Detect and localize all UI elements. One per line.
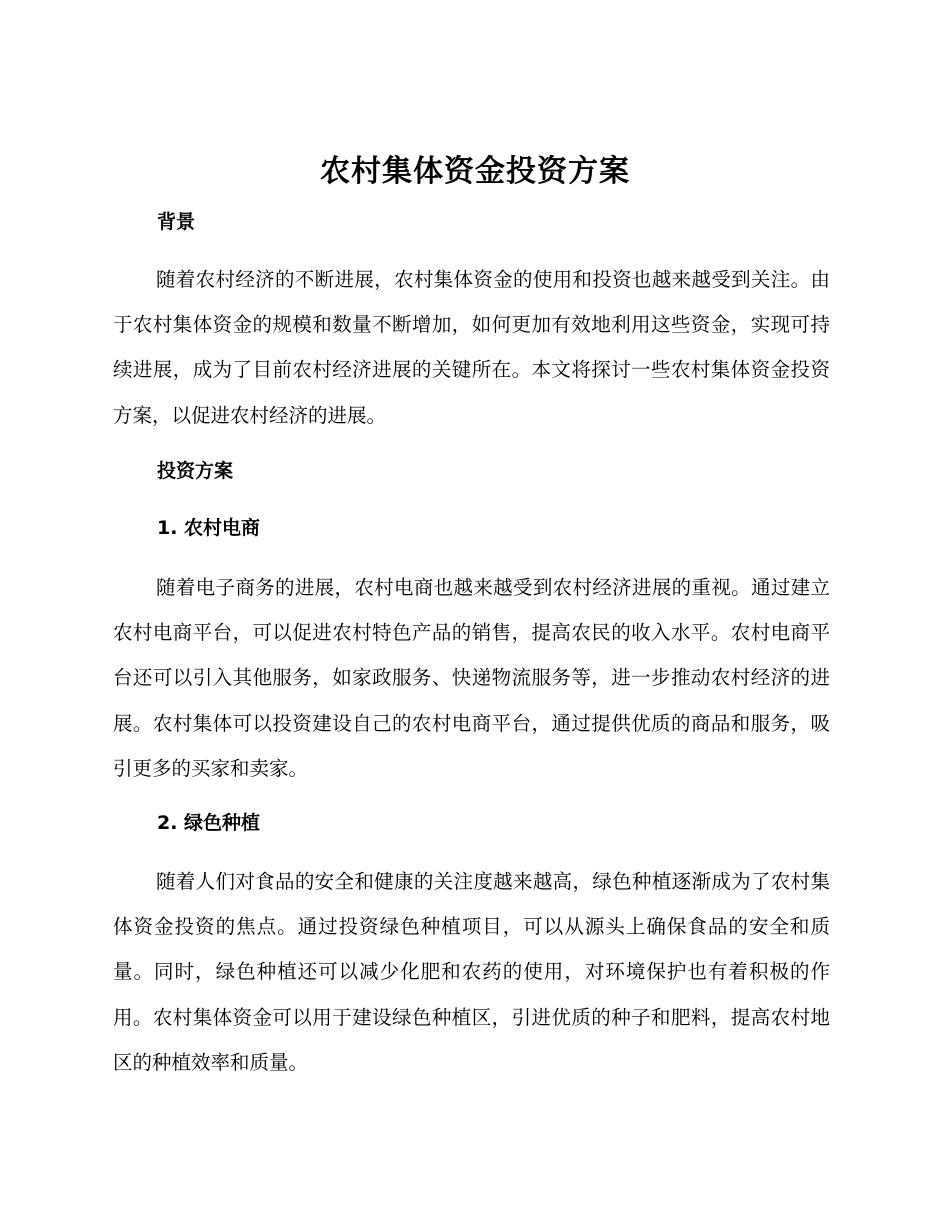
subsection-heading-green-planting: 2. 绿色种植 (157, 812, 261, 834)
paragraph-green-planting: 随着人们对食品的安全和健康的关注度越来越高，绿色种植逐渐成为了农村集体资金投资的焦点。通过投资绿色种植项目，可以从源头上确保食品的安全和质量。同时，绿色种植还可以减少化肥和农药的使用，对环境保护也有着积极的作用。农村集体资金可以用于建设绿色种植区，引进优质的种子和肥料，提高农村地区的种植效率和质量。 (113, 870, 830, 1074)
paragraph-background: 随着农村经济的不断进展，农村集体资金的使用和投资也越来越受到关注。由于农村集体资金的规模和数量不断增加，如何更加有效地利用这些资金，实现可持续进展，成为了目前农村经济进展的关键所在。本文将探讨一些农村集体资金投资方案，以促进农村经济的进展。 (113, 268, 830, 427)
paragraph-rural-ecommerce: 随着电子商务的进展，农村电商也越来越受到农村经济进展的重视。通过建立农村电商平台，可以促进农村特色产品的销售，提高农民的收入水平。农村电商平台还可以引入其他服务，如家政服务、快递物流服务等，进一步推动农村经济的进展。农村集体可以投资建设自己的农村电商平台，通过提供优质的商品和服务，吸引更多的买家和卖家。 (113, 576, 830, 780)
section-heading-investment-plans: 投资方案 (157, 460, 234, 482)
subsection-heading-rural-ecommerce: 1. 农村电商 (157, 517, 261, 539)
document-title: 农村集体资金投资方案 (320, 154, 630, 189)
section-heading-background: 背景 (157, 211, 196, 233)
